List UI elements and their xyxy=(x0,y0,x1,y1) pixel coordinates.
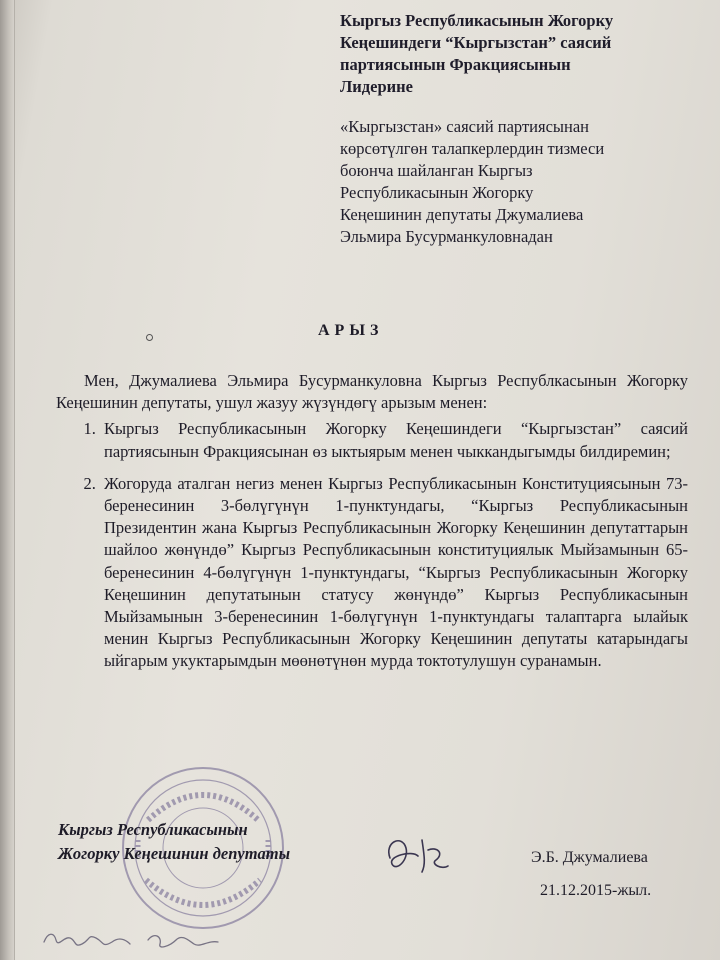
handwritten-note xyxy=(38,918,228,960)
ink-dot xyxy=(146,334,153,341)
list-item: 1. Кыргыз Республикасынын Жогорку Кеңешиндеги “Кыргызстан” саясий партиясынын Фракциясынан өз ыктыярым менен чыккандыгымды билдиремин; xyxy=(100,418,688,462)
signatory-name: Э.Б. Джумалиева xyxy=(531,849,648,866)
statement-body xyxy=(56,370,688,683)
request-list xyxy=(56,418,688,672)
intro-paragraph: Мен, Джумалиева Эльмира Бусурманкуловна Кыргыз Республкасынын Жогорку Кеңешинин депутаты, ушул жазуу жүзүндөгү арызым менен: xyxy=(56,371,688,413)
position-line-2: Жогорку Кеңешинин депутаты xyxy=(58,844,291,863)
binding-edge xyxy=(0,0,14,960)
document-title: АРЫЗ xyxy=(318,322,384,339)
recipient-text: Кыргыз Республикасынын Жогорку Кеңешиндеги “Кыргызстан” саясий партиясынын Фракциясынын Лидерине xyxy=(340,11,614,96)
addressee-block xyxy=(340,10,700,248)
signatory-position xyxy=(58,818,290,866)
position-line-1: Кыргыз Республикасынын xyxy=(58,820,248,839)
list-item: 2. Жогоруда аталган негиз менен Кыргыз Республикасынын Конституциясынын 73-беренесинин 3-бөлүгүнүн 1-пунктундагы, “Кыргыз Республикасынын Президентин жана Кыргыз Республикасынын Жогорку Кеңешинин депутаттарын шайлоо жөнүндө” Кыргыз Республикасынын конституциялык Мыйзамынын 65-беренесинин 4-бөлүгүнүн 1-пунктундагы, “Кыргыз Республикасынын Жогорку Кеңешинин депутатынын статусу жөнүндө” Кыргыз Республикасынын Мыйзамынын 3-беренесинин 1-бөлүгүнүн 1-пунктундагы талаптарга ылайык менин Кыргыз Республикасынын Жогорку Кеңешинин депутаты катарындагы ыйгарым укуктарымдын мөөнөтүнөн мурда токтотулушун суранамын. xyxy=(100,473,688,673)
document-date: 21.12.2015-жыл. xyxy=(540,882,652,899)
sender-text: «Кыргызстан» саясий партиясынан көрсөтүлгөн талапкерлердин тизмеси боюнча шайланган Кыргыз Республикасынын Жогорку Кеңешинин депутаты Джумалиева Эльмира Бусурманкуловнадан xyxy=(340,117,605,246)
handwritten-signature xyxy=(372,820,462,890)
page-edge-line xyxy=(14,0,15,960)
